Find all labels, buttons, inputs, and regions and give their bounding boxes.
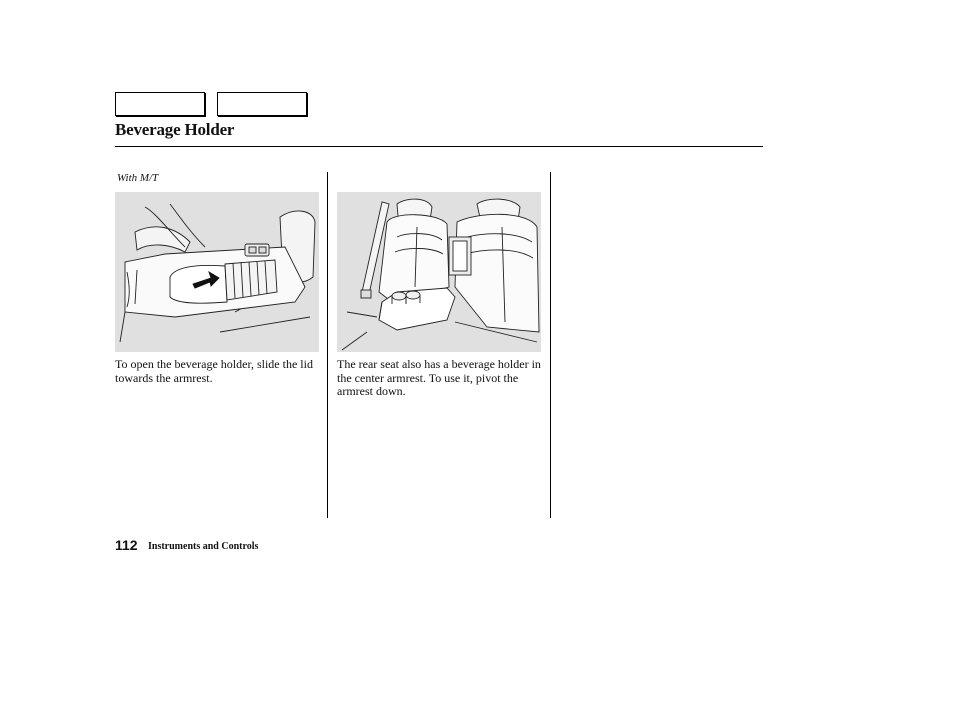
title-divider <box>115 146 763 147</box>
page-title: Beverage Holder <box>115 120 235 139</box>
column-divider-2 <box>550 172 551 518</box>
column-divider-1 <box>327 172 328 518</box>
section-tab-1 <box>115 92 205 116</box>
section-name: Instruments and Controls <box>148 541 259 552</box>
figure-caption: With M/T <box>117 172 159 184</box>
page-number: 112 <box>115 537 138 553</box>
rear-seat-armrest-illustration <box>337 192 541 352</box>
section-tab-2 <box>217 92 307 116</box>
left-body-text: To open the beverage holder, slide the lid towards the armrest. <box>115 357 313 385</box>
middle-body-text: The rear seat also has a beverage holder in the center armrest. To use it, pivot the armrest down. <box>337 357 541 398</box>
console-beverage-holder-illustration <box>115 192 319 352</box>
